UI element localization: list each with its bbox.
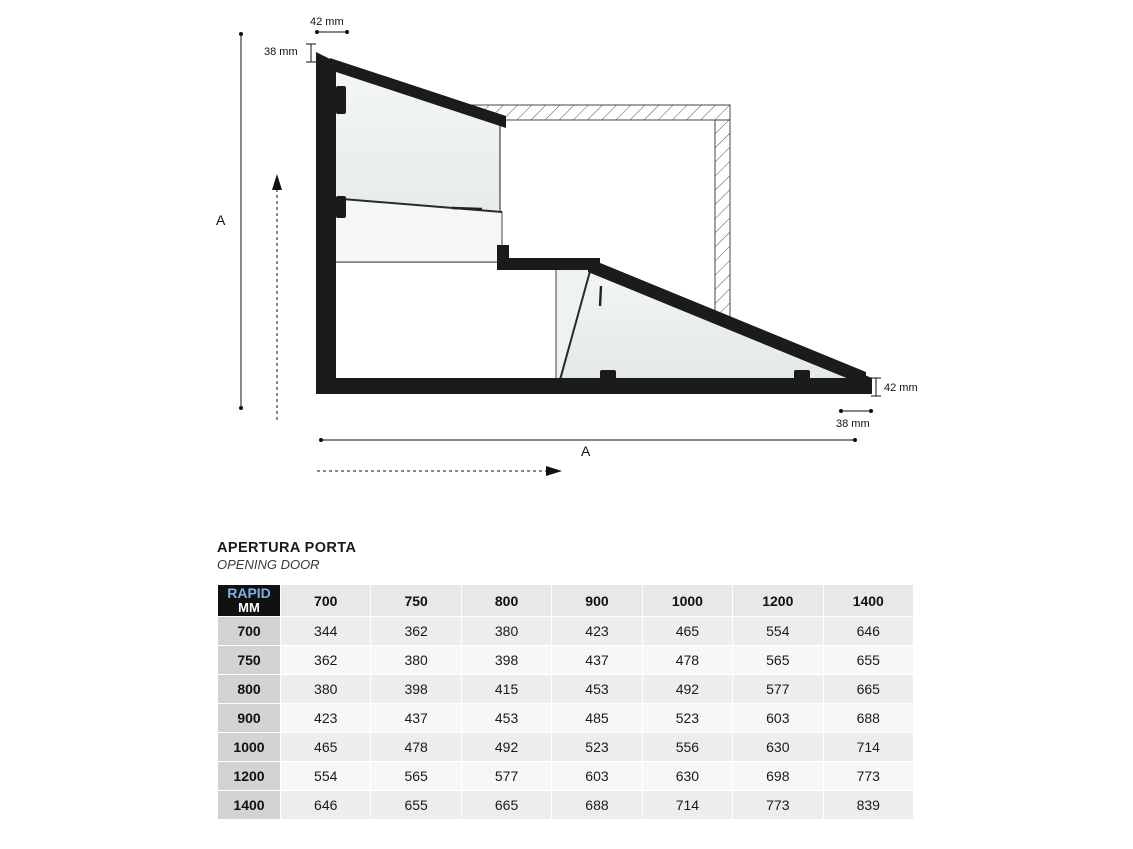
cell-6-6: 839 [823,791,913,820]
cell-5-3: 603 [552,762,642,791]
cell-5-4: 630 [642,762,732,791]
table-row [218,704,914,733]
cell-1-4: 478 [642,646,732,675]
cell-1-0: 362 [281,646,371,675]
cell-2-1: 398 [371,675,461,704]
cell-4-5: 630 [733,733,823,762]
dim-label-right-height: 38 mm [836,418,870,430]
cell-3-4: 523 [642,704,732,733]
cell-0-4: 465 [642,617,732,646]
table-row [218,762,914,791]
column-header-1: 750 [371,585,461,617]
dim-label-right-width: 42 mm [884,382,918,394]
cell-5-6: 773 [823,762,913,791]
table-title-it: APERTURA PORTA [217,540,357,556]
row-header-0: 700 [218,617,281,646]
cell-3-6: 688 [823,704,913,733]
column-header-3: 900 [552,585,642,617]
cell-3-5: 603 [733,704,823,733]
table-row [218,791,914,820]
cell-0-2: 380 [461,617,551,646]
cell-1-6: 655 [823,646,913,675]
arrow-up-icon [272,174,282,190]
cell-4-3: 523 [552,733,642,762]
opening-door-table [217,584,914,820]
corner-mm-label: MM [238,600,260,616]
cell-6-5: 773 [733,791,823,820]
cell-2-2: 415 [461,675,551,704]
cell-2-6: 665 [823,675,913,704]
table-row [218,733,914,762]
cell-3-1: 437 [371,704,461,733]
cell-4-0: 465 [281,733,371,762]
dim-label-horizontal-a: A [581,443,591,459]
column-header-5: 1200 [733,585,823,617]
dim-label-vertical-a: A [216,212,226,228]
cell-0-5: 554 [733,617,823,646]
row-header-3: 900 [218,704,281,733]
column-header-0: 700 [281,585,371,617]
cell-6-2: 665 [461,791,551,820]
column-header-6: 1400 [823,585,913,617]
cell-0-3: 423 [552,617,642,646]
cell-1-5: 565 [733,646,823,675]
opening-door-table-block [217,540,917,820]
column-header-2: 800 [461,585,551,617]
cell-3-0: 423 [281,704,371,733]
row-header-4: 1000 [218,733,281,762]
door-handle-icon [600,286,601,306]
table-row [218,646,914,675]
cell-1-2: 398 [461,646,551,675]
cell-4-1: 478 [371,733,461,762]
row-header-2: 800 [218,675,281,704]
cell-4-2: 492 [461,733,551,762]
cell-5-5: 698 [733,762,823,791]
arrow-right-icon [546,466,562,476]
row-header-6: 1400 [218,791,281,820]
table-row [218,675,914,704]
cell-6-4: 714 [642,791,732,820]
cell-2-0: 380 [281,675,371,704]
row-header-5: 1200 [218,762,281,791]
table-corner-header [218,585,281,617]
cell-2-4: 492 [642,675,732,704]
cell-2-5: 577 [733,675,823,704]
cell-0-6: 646 [823,617,913,646]
cell-0-1: 362 [371,617,461,646]
cell-1-3: 437 [552,646,642,675]
cell-3-2: 453 [461,704,551,733]
cell-5-1: 565 [371,762,461,791]
table-header-row [218,585,914,617]
cell-1-1: 380 [371,646,461,675]
cell-4-6: 714 [823,733,913,762]
cell-6-3: 688 [552,791,642,820]
table-row [218,617,914,646]
table-title-en: OPENING DOOR [217,557,320,572]
cell-3-3: 485 [552,704,642,733]
cell-4-4: 556 [642,733,732,762]
dim-label-top-width: 42 mm [310,16,344,28]
cell-2-3: 453 [552,675,642,704]
cell-5-2: 577 [461,762,551,791]
cell-0-0: 344 [281,617,371,646]
cell-6-1: 655 [371,791,461,820]
cell-5-0: 554 [281,762,371,791]
cell-6-0: 646 [281,791,371,820]
column-header-4: 1000 [642,585,732,617]
row-header-1: 750 [218,646,281,675]
dim-label-top-height: 38 mm [264,46,298,58]
door-handle-icon [452,208,482,209]
corner-rapid-label: RAPID [227,585,271,601]
